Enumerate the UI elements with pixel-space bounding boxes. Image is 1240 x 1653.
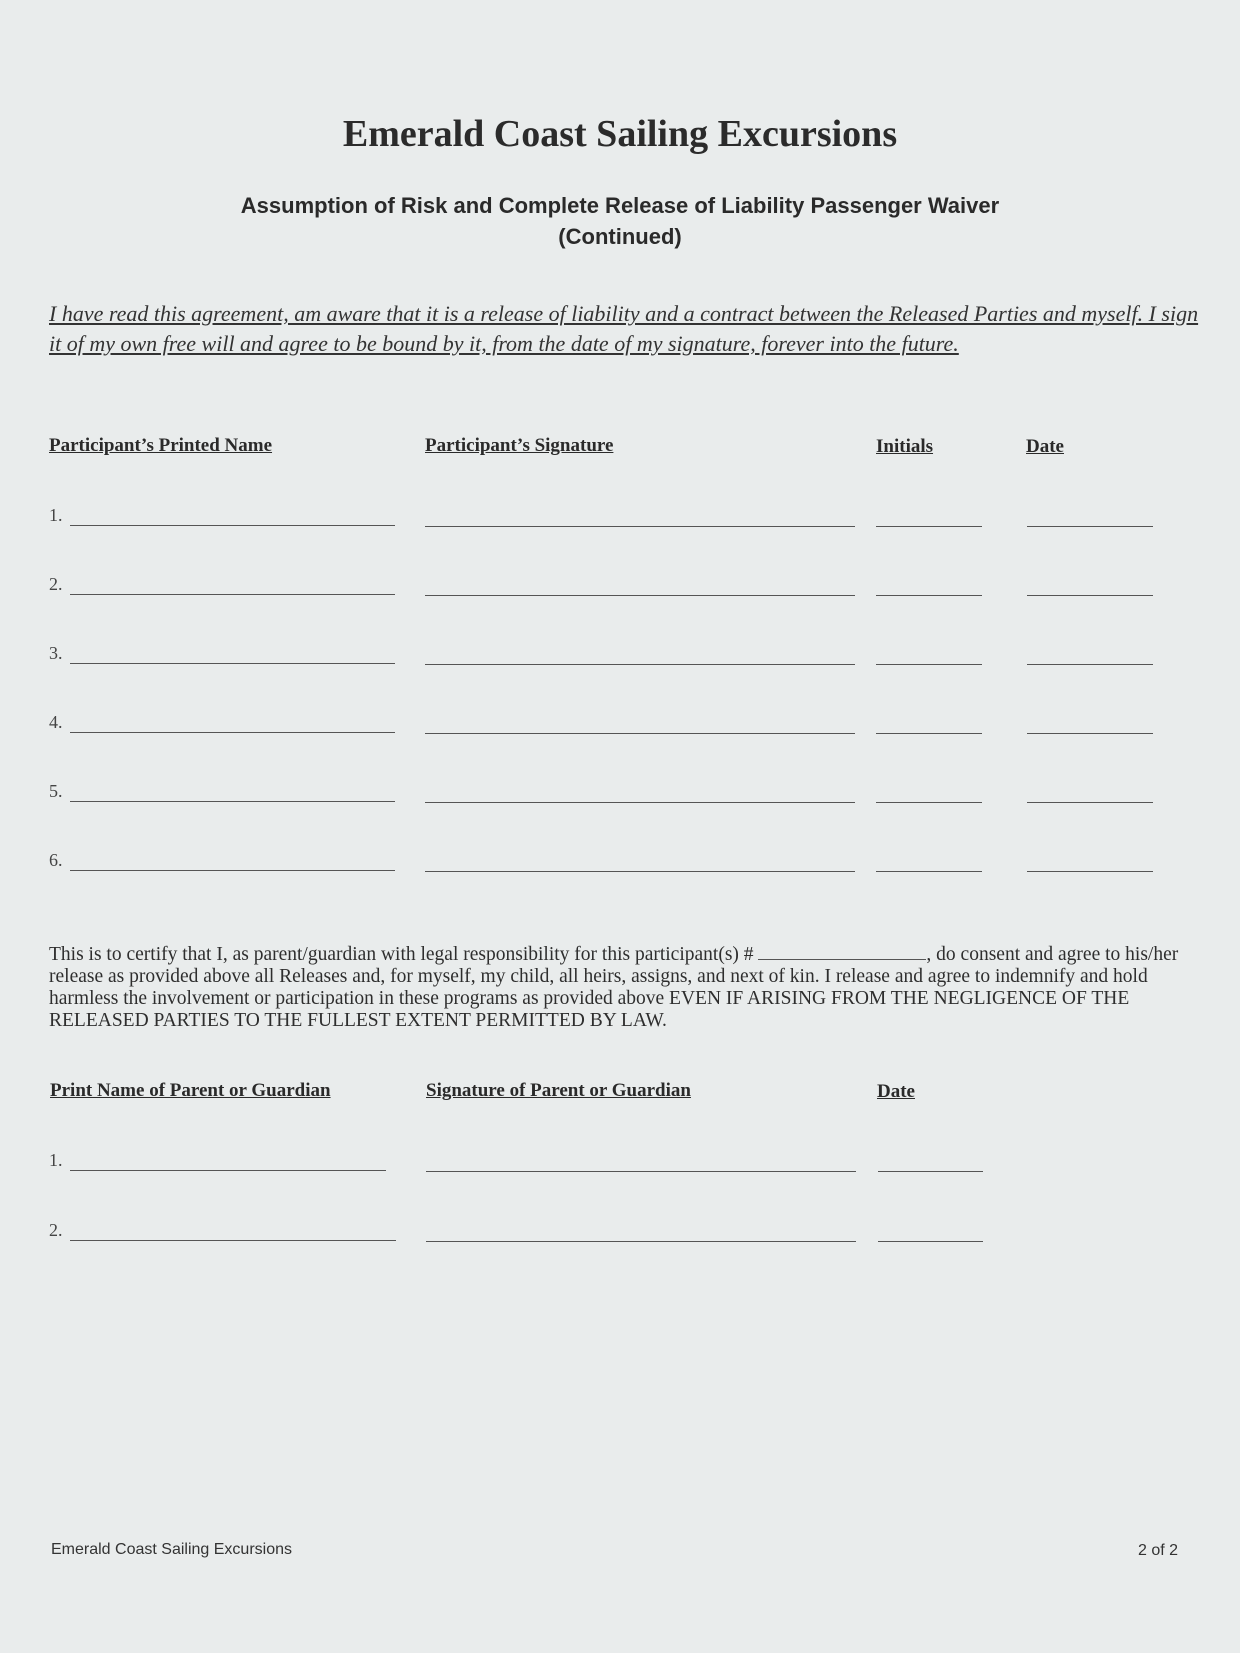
- guardian-row-1: [0, 1150, 1240, 1190]
- header-guardian-signature: Signature of Parent or Guardian: [426, 1080, 691, 1101]
- participant-signature-field[interactable]: [425, 526, 855, 527]
- participant-initials-field[interactable]: [876, 664, 982, 665]
- header-guardian-name: Print Name of Parent or Guardian: [50, 1080, 331, 1101]
- participant-row-1: [0, 505, 1240, 545]
- participant-name-field[interactable]: [70, 870, 395, 871]
- certification-text-end: , do consent and agree to his/her release as provided above all Releases and, for myself, my child, all heirs, assigns, and next of kin. I release and agree to indemnify and hold harmless the involvement or participation in these programs as provided above EVEN IF ARISING FROM THE NEGLIGENCE OF THE RELEASED PARTIES TO THE FULLEST EXTENT PERMITTED BY LAW.: [49, 944, 1179, 1031]
- participant-date-field[interactable]: [1027, 871, 1153, 872]
- participant-date-field[interactable]: [1027, 595, 1153, 596]
- header-guardian-date: Date: [877, 1081, 915, 1102]
- row-number: 2.: [49, 1220, 63, 1240]
- guardian-name-field[interactable]: [70, 1170, 386, 1171]
- participant-signature-field[interactable]: [425, 802, 855, 803]
- guardian-certification: [49, 943, 1199, 1032]
- guardian-signature-field[interactable]: [426, 1241, 856, 1242]
- participant-signature-field[interactable]: [425, 733, 855, 734]
- row-number: 5.: [49, 781, 63, 801]
- header-participant-name: Participant’s Printed Name: [49, 435, 273, 456]
- guardian-name-field[interactable]: [70, 1240, 396, 1241]
- participant-row-5: [0, 781, 1240, 821]
- row-number: 1.: [49, 1150, 63, 1170]
- participant-name-field[interactable]: [70, 732, 395, 733]
- participant-initials-field[interactable]: [876, 526, 982, 527]
- agreement-statement: I have read this agreement, am aware that it is a release of liability and a contract between the Released Parties and myself. I sign it of my own free will and agree to be bound by it, from the date of my signature, forever into the future.: [49, 301, 1199, 356]
- footer-page-number: 2 of 2: [1137, 1542, 1178, 1559]
- participant-date-field[interactable]: [1027, 664, 1153, 665]
- participant-signature-field[interactable]: [425, 871, 855, 872]
- document-subtitle: [0, 190, 1240, 252]
- guardian-date-field[interactable]: [878, 1241, 983, 1242]
- header-date: Date: [1026, 436, 1064, 457]
- participant-initials-field[interactable]: [876, 871, 982, 872]
- participant-name-field[interactable]: [70, 525, 395, 526]
- subtitle-line-2: (Continued): [558, 224, 682, 249]
- guardian-date-field[interactable]: [878, 1171, 983, 1172]
- row-number: 2.: [49, 574, 63, 594]
- participant-initials-field[interactable]: [876, 733, 982, 734]
- participant-date-field[interactable]: [1027, 733, 1153, 734]
- subtitle-line-1: Assumption of Risk and Complete Release of Liability Passenger Waiver: [240, 193, 1000, 218]
- document-title: Emerald Coast Sailing Excursions: [342, 113, 898, 155]
- row-number: 6.: [49, 850, 63, 870]
- header-initials: Initials: [876, 436, 934, 457]
- participant-name-field[interactable]: [70, 594, 395, 595]
- certification-text-start: This is to certify that I, as parent/guardian with legal responsibility for this participant(s) #: [49, 944, 759, 965]
- participant-initials-field[interactable]: [876, 802, 982, 803]
- participant-date-field[interactable]: [1027, 526, 1153, 527]
- header-participant-signature: Participant’s Signature: [425, 435, 614, 456]
- participant-number-field[interactable]: [758, 943, 926, 960]
- guardian-row-2: [0, 1220, 1240, 1260]
- participant-row-6: [0, 850, 1240, 890]
- participant-name-field[interactable]: [70, 801, 395, 802]
- participant-row-3: [0, 643, 1240, 683]
- participant-signature-field[interactable]: [425, 595, 855, 596]
- participant-row-2: [0, 574, 1240, 614]
- participant-signature-field[interactable]: [425, 664, 855, 665]
- row-number: 4.: [49, 712, 63, 732]
- participant-name-field[interactable]: [70, 663, 395, 664]
- participant-initials-field[interactable]: [876, 595, 982, 596]
- footer-company-name: Emerald Coast Sailing Excursions: [51, 1541, 292, 1558]
- guardian-signature-field[interactable]: [426, 1171, 856, 1172]
- participant-date-field[interactable]: [1027, 802, 1153, 803]
- participant-row-4: [0, 712, 1240, 752]
- row-number: 1.: [49, 505, 63, 525]
- row-number: 3.: [49, 643, 63, 663]
